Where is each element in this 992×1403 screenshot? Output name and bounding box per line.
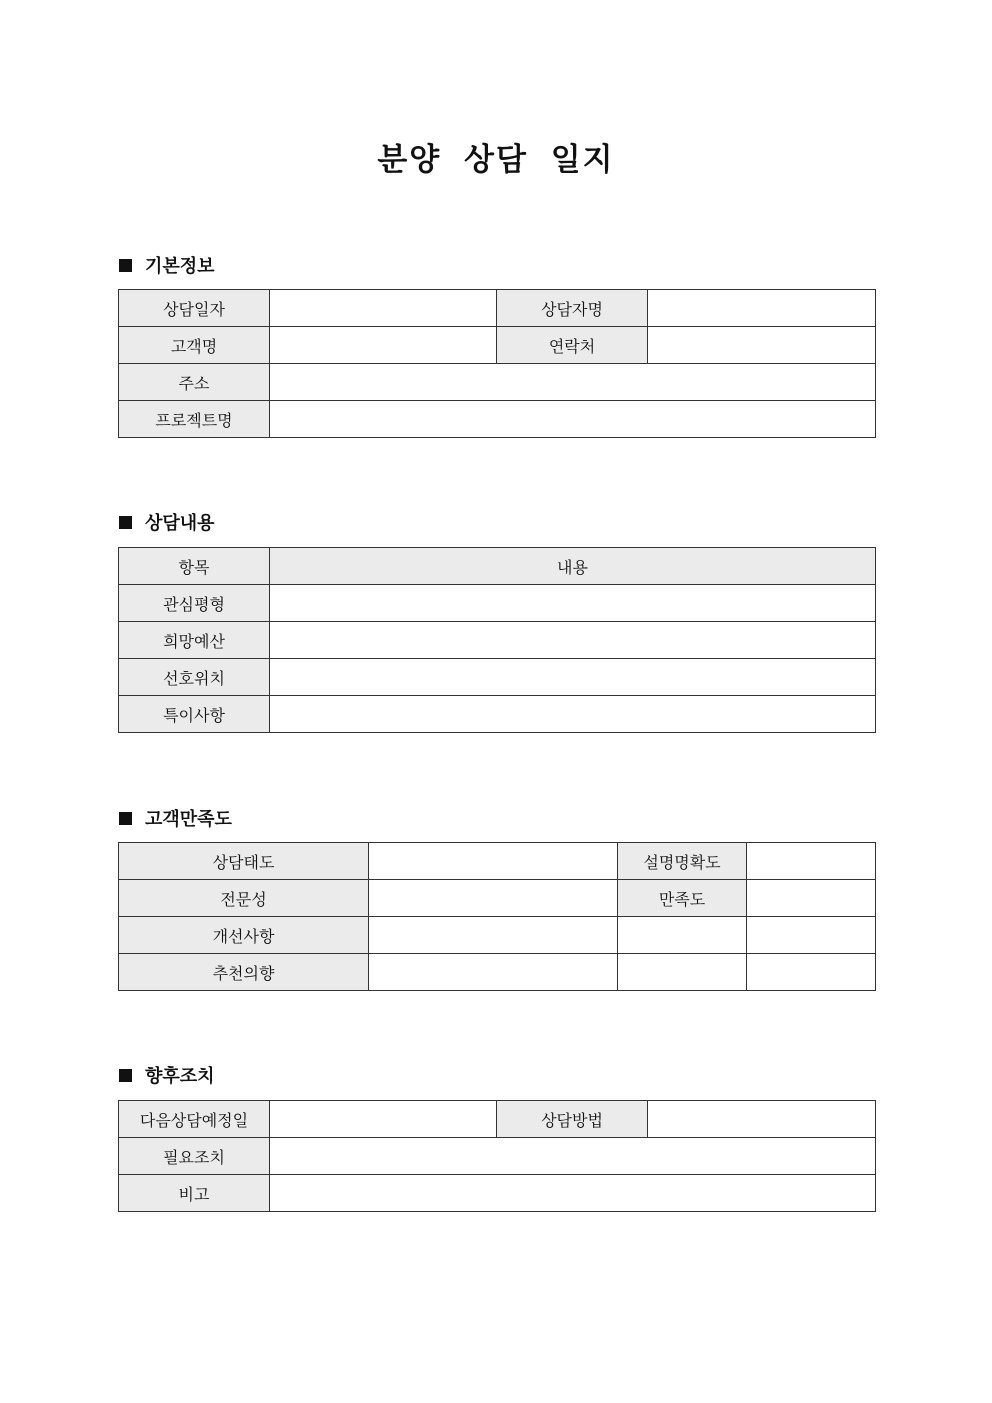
table-row [119, 843, 876, 880]
recommend-field[interactable] [369, 954, 618, 991]
table-row [119, 1138, 876, 1175]
section-heading-label: 고객만족도 [145, 809, 232, 830]
consultant-name-field[interactable] [648, 290, 876, 327]
method-field[interactable] [648, 1101, 876, 1138]
clarity-field[interactable] [747, 843, 876, 880]
attitude-label: 상담태도 [119, 843, 369, 880]
recommend-label: 추천의향 [119, 954, 369, 991]
address-label: 주소 [119, 364, 270, 401]
table-row [119, 696, 876, 733]
next-date-field[interactable] [270, 1101, 497, 1138]
table-row [119, 880, 876, 917]
consult-content-table [118, 547, 876, 733]
section-heading-content [119, 510, 215, 534]
table-row [119, 1101, 876, 1138]
table-row [119, 327, 876, 364]
section-heading-label: 향후조치 [145, 1066, 215, 1087]
section-heading-satisfaction [119, 806, 232, 830]
section-heading-followup [119, 1063, 215, 1087]
table-row [119, 659, 876, 696]
attitude-field[interactable] [369, 843, 618, 880]
improvement-extra-field[interactable] [618, 917, 747, 954]
content-field[interactable] [270, 622, 876, 659]
consult-date-field[interactable] [270, 290, 497, 327]
clarity-label: 설명명확도 [618, 843, 747, 880]
satisfaction-label: 만족도 [618, 880, 747, 917]
section-heading-label: 상담내용 [145, 513, 215, 534]
page-title: 분양 상담 일지 [377, 142, 615, 178]
customer-name-label: 고객명 [119, 327, 270, 364]
table-row [119, 290, 876, 327]
content-field[interactable] [270, 585, 876, 622]
method-label: 상담방법 [497, 1101, 648, 1138]
table-row [119, 585, 876, 622]
row-label: 특이사항 [119, 696, 270, 733]
basic-info-table [118, 289, 876, 438]
satisfaction-field[interactable] [747, 880, 876, 917]
row-label: 관심평형 [119, 585, 270, 622]
section-heading-label: 기본정보 [145, 256, 215, 277]
project-name-field[interactable] [270, 401, 876, 438]
project-name-label: 프로젝트명 [119, 401, 270, 438]
recommend-extra-field[interactable] [747, 954, 876, 991]
square-bullet-icon [119, 1069, 132, 1082]
recommend-extra-field[interactable] [618, 954, 747, 991]
content-field[interactable] [270, 696, 876, 733]
improvement-extra-field[interactable] [747, 917, 876, 954]
square-bullet-icon [119, 516, 132, 529]
square-bullet-icon [119, 259, 132, 272]
remarks-label: 비고 [119, 1175, 270, 1212]
remarks-field[interactable] [270, 1175, 876, 1212]
satisfaction-table [118, 842, 876, 991]
table-row [119, 364, 876, 401]
table-row [119, 622, 876, 659]
expertise-field[interactable] [369, 880, 618, 917]
content-field[interactable] [270, 659, 876, 696]
table-row [119, 401, 876, 438]
next-date-label: 다음상담예정일 [119, 1101, 270, 1138]
contact-label: 연락처 [497, 327, 648, 364]
address-field[interactable] [270, 364, 876, 401]
contact-field[interactable] [648, 327, 876, 364]
square-bullet-icon [119, 812, 132, 825]
table-row [119, 917, 876, 954]
improvement-field[interactable] [369, 917, 618, 954]
improvement-label: 개선사항 [119, 917, 369, 954]
consult-date-label: 상담일자 [119, 290, 270, 327]
followup-table [118, 1100, 876, 1212]
row-label: 선호위치 [119, 659, 270, 696]
customer-name-field[interactable] [270, 327, 497, 364]
section-heading-basic [119, 253, 215, 277]
column-header-content: 내용 [270, 548, 876, 585]
table-row [119, 1175, 876, 1212]
expertise-label: 전문성 [119, 880, 369, 917]
table-row [119, 954, 876, 991]
table-header-row [119, 548, 876, 585]
action-field[interactable] [270, 1138, 876, 1175]
row-label: 희망예산 [119, 622, 270, 659]
consultant-name-label: 상담자명 [497, 290, 648, 327]
column-header-item: 항목 [119, 548, 270, 585]
action-label: 필요조치 [119, 1138, 270, 1175]
